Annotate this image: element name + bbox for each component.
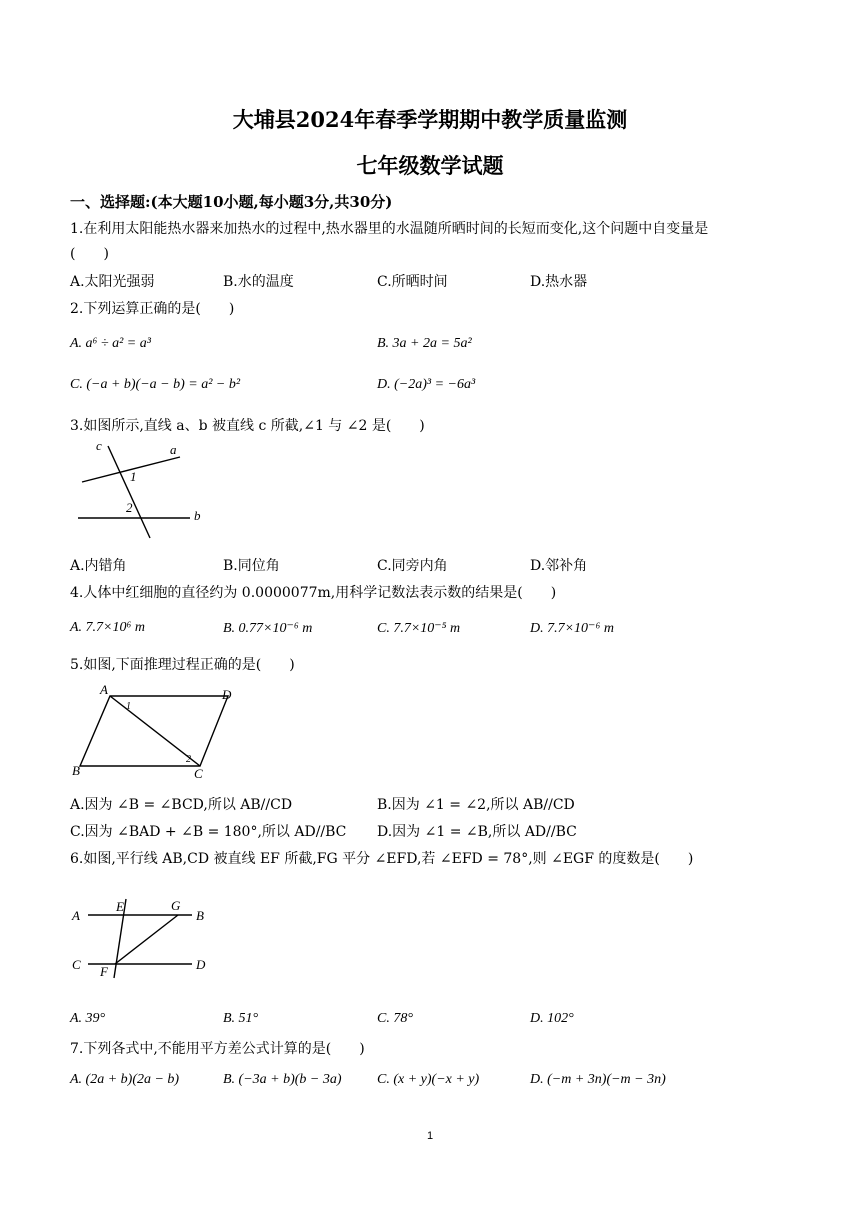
question-6-stem: 6.如图,平行线 AB,CD 被直线 EF 所截,FG 平分 ∠EFD,若 ∠EFD = 78°,则 ∠EGF 的度数是( ): [70, 851, 694, 867]
label-C: C: [72, 957, 81, 972]
label-E: E: [116, 899, 124, 914]
question-4-option-b: B. 0.77×10⁻⁶ m: [223, 621, 313, 636]
question-5-stem: 5.如图,下面推理过程正确的是( ): [70, 657, 295, 673]
figure-transversal: [70, 436, 220, 542]
question-7-option-d: D. (−m + 3n)(−m − 3n): [530, 1072, 666, 1087]
exam-subtitle: 七年级数学试题: [356, 153, 504, 178]
figure-parallelogram: [68, 682, 248, 782]
question-5-option-b: B.因为 ∠1 = ∠2,所以 AB//CD: [377, 797, 575, 813]
question-6-option-a: A. 39°: [70, 1011, 106, 1026]
label-G: G: [171, 898, 181, 913]
label-angle-1: 1: [126, 701, 131, 712]
label-F: F: [100, 964, 108, 979]
question-2-option-c: C. (−a + b)(−a − b) = a² − b²: [70, 377, 241, 392]
label-angle-2: 2: [186, 754, 191, 765]
label-c: c: [96, 438, 102, 453]
question-1-stem: 1.在利用太阳能热水器来加热水的过程中,热水器里的水温随所晒时间的长短而变化,这个问题中自变量是: [70, 221, 709, 237]
question-5-option-a: A.因为 ∠B = ∠BCD,所以 AB//CD: [70, 797, 293, 813]
question-5-option-d: D.因为 ∠1 = ∠B,所以 AD//BC: [377, 824, 577, 840]
question-1-option-b: B.水的温度: [223, 274, 294, 290]
figure-parallel-lines: [68, 894, 218, 986]
question-4-option-a: A. 7.7×10⁶ m: [70, 620, 145, 635]
question-7-stem: 7.下列各式中,不能用平方差公式计算的是( ): [70, 1041, 365, 1057]
label-A: A: [100, 682, 108, 697]
question-6-option-d: D. 102°: [530, 1011, 574, 1026]
question-5-option-c: C.因为 ∠BAD + ∠B = 180°,所以 AD//BC: [70, 824, 347, 840]
question-3-option-d: D.邻补角: [530, 558, 588, 574]
question-7-option-a: A. (2a + b)(2a − b): [70, 1072, 180, 1087]
label-B: B: [196, 908, 204, 923]
question-2-stem: 2.下列运算正确的是( ): [70, 301, 235, 317]
question-6-option-b: B. 51°: [223, 1011, 259, 1026]
label-angle-2: 2: [126, 500, 133, 515]
question-1-option-c: C.所晒时间: [377, 274, 448, 290]
question-1-option-d: D.热水器: [530, 274, 588, 290]
question-2-option-d: D. (−2a)³ = −6a³: [377, 377, 476, 392]
label-C: C: [194, 766, 203, 781]
label-D: D: [222, 687, 232, 702]
question-3-stem: 3.如图所示,直线 a、b 被直线 c 所截,∠1 与 ∠2 是( ): [70, 418, 425, 434]
label-B: B: [72, 763, 80, 778]
label-b: b: [194, 508, 201, 523]
page-number: 1: [426, 1130, 434, 1142]
question-4-option-d: D. 7.7×10⁻⁶ m: [530, 621, 614, 636]
question-2-option-a: A. a⁶ ÷ a² = a³: [70, 336, 151, 351]
label-angle-1: 1: [130, 469, 137, 484]
question-4-stem: 4.人体中红细胞的直径约为 0.0000077m,用科学记数法表示数的结果是( ): [70, 585, 557, 601]
section-heading: 一、选择题:(本大题10小题,每小题3分,共30分): [70, 193, 393, 211]
label-A: A: [72, 908, 80, 923]
question-3-option-c: C.同旁内角: [377, 558, 448, 574]
question-2-option-b: B. 3a + 2a = 5a²: [377, 336, 472, 351]
question-1-option-a: A.太阳光强弱: [70, 274, 155, 290]
question-6-option-c: C. 78°: [377, 1011, 413, 1026]
label-a: a: [170, 442, 177, 457]
label-D: D: [196, 957, 206, 972]
question-7-option-b: B. (−3a + b)(b − 3a): [223, 1072, 342, 1087]
question-1-bracket: ( ): [70, 246, 109, 262]
question-3-option-b: B.同位角: [223, 558, 280, 574]
exam-title: 大埔县2024年春季学期期中教学质量监测: [232, 107, 628, 132]
question-3-option-a: A.内错角: [70, 558, 127, 574]
question-4-option-c: C. 7.7×10⁻⁵ m: [377, 621, 461, 636]
question-7-option-c: C. (x + y)(−x + y): [377, 1072, 480, 1087]
